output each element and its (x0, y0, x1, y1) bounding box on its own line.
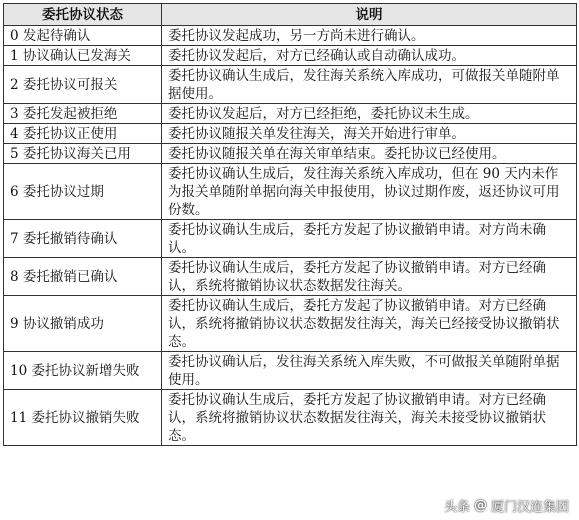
table-row (4, 66, 577, 104)
status-cell: 2 委托协议可报关 (4, 66, 162, 104)
watermark (444, 496, 569, 515)
header-row (4, 4, 577, 26)
description-cell: 委托协议发起后，对方已经拒绝，委托协议未生成。 (162, 104, 577, 124)
customs-agreement-status-table (3, 3, 577, 446)
description-cell: 委托协议确认生成后，委托方发起了协议撤销申请。对方已经确认，系统将撤销协议状态数据发往海关，海关已经接受协议撤销状态。 (162, 296, 577, 352)
watermark-platform: 头条 (443, 500, 470, 515)
status-cell: 4 委托协议正使用 (4, 124, 162, 144)
status-cell: 5 委托协议海关已用 (4, 144, 162, 164)
table-row (4, 390, 577, 446)
table-row (4, 258, 577, 296)
status-cell: 11 委托协议撤销失败 (4, 390, 162, 446)
table-row (4, 46, 577, 66)
watermark-account: 厦门汉连集团 (490, 500, 569, 515)
status-cell: 10 委托协议新增失败 (4, 352, 162, 390)
table-row (4, 144, 577, 164)
status-cell: 6 委托协议过期 (4, 164, 162, 220)
description-cell: 委托协议发起后，对方已经确认或自动确认成功。 (162, 46, 577, 66)
description-cell: 委托协议确认后，发往海关系统入库失败，不可做报关单随附单据使用。 (162, 352, 577, 390)
description-cell: 委托协议确认生成后，委托方发起了协议撤销申请。对方已经确认，系统将撤销协议状态数据发往海关。 (162, 258, 577, 296)
status-cell: 3 委托发起被拒绝 (4, 104, 162, 124)
description-cell: 委托协议确认生成后，委托方发起了协议撤销申请。对方已经确认，系统将撤销协议状态数据发往海关，海关未接受协议撤销状态。 (162, 390, 577, 446)
description-cell: 委托协议确认生成后，委托方发起了协议撤销申请。对方尚未确认。 (162, 220, 577, 258)
status-cell: 0 发起待确认 (4, 26, 162, 46)
description-cell: 委托协议确认生成后，发往海关系统入库成功，可做报关单随附单据使用。 (162, 66, 577, 104)
description-cell: 委托协议随报关单发往海关，海关开始进行审单。 (162, 124, 577, 144)
status-column-header: 委托协议状态 (4, 4, 162, 26)
description-column-header: 说明 (162, 4, 577, 26)
watermark-separator: @ (473, 498, 487, 513)
table-row (4, 352, 577, 390)
description-cell: 委托协议随报关单在海关审单结束。委托协议已经使用。 (162, 144, 577, 164)
table-row (4, 26, 577, 46)
table-header (4, 4, 577, 26)
description-cell: 委托协议确认生成后，发往海关系统入库成功，但在 90 天内未作为报关单随附单据向海关申报使用，协议过期作废，返还协议可用份数。 (162, 164, 577, 220)
description-cell: 委托协议发起成功，另一方尚未进行确认。 (162, 26, 577, 46)
table-row (4, 220, 577, 258)
table-body (4, 26, 577, 446)
table-row (4, 164, 577, 220)
table-row (4, 296, 577, 352)
status-cell: 7 委托撤销待确认 (4, 220, 162, 258)
status-cell: 8 委托撤销已确认 (4, 258, 162, 296)
table-row (4, 124, 577, 144)
status-cell: 9 协议撤销成功 (4, 296, 162, 352)
status-cell: 1 协议确认已发海关 (4, 46, 162, 66)
table-row (4, 104, 577, 124)
